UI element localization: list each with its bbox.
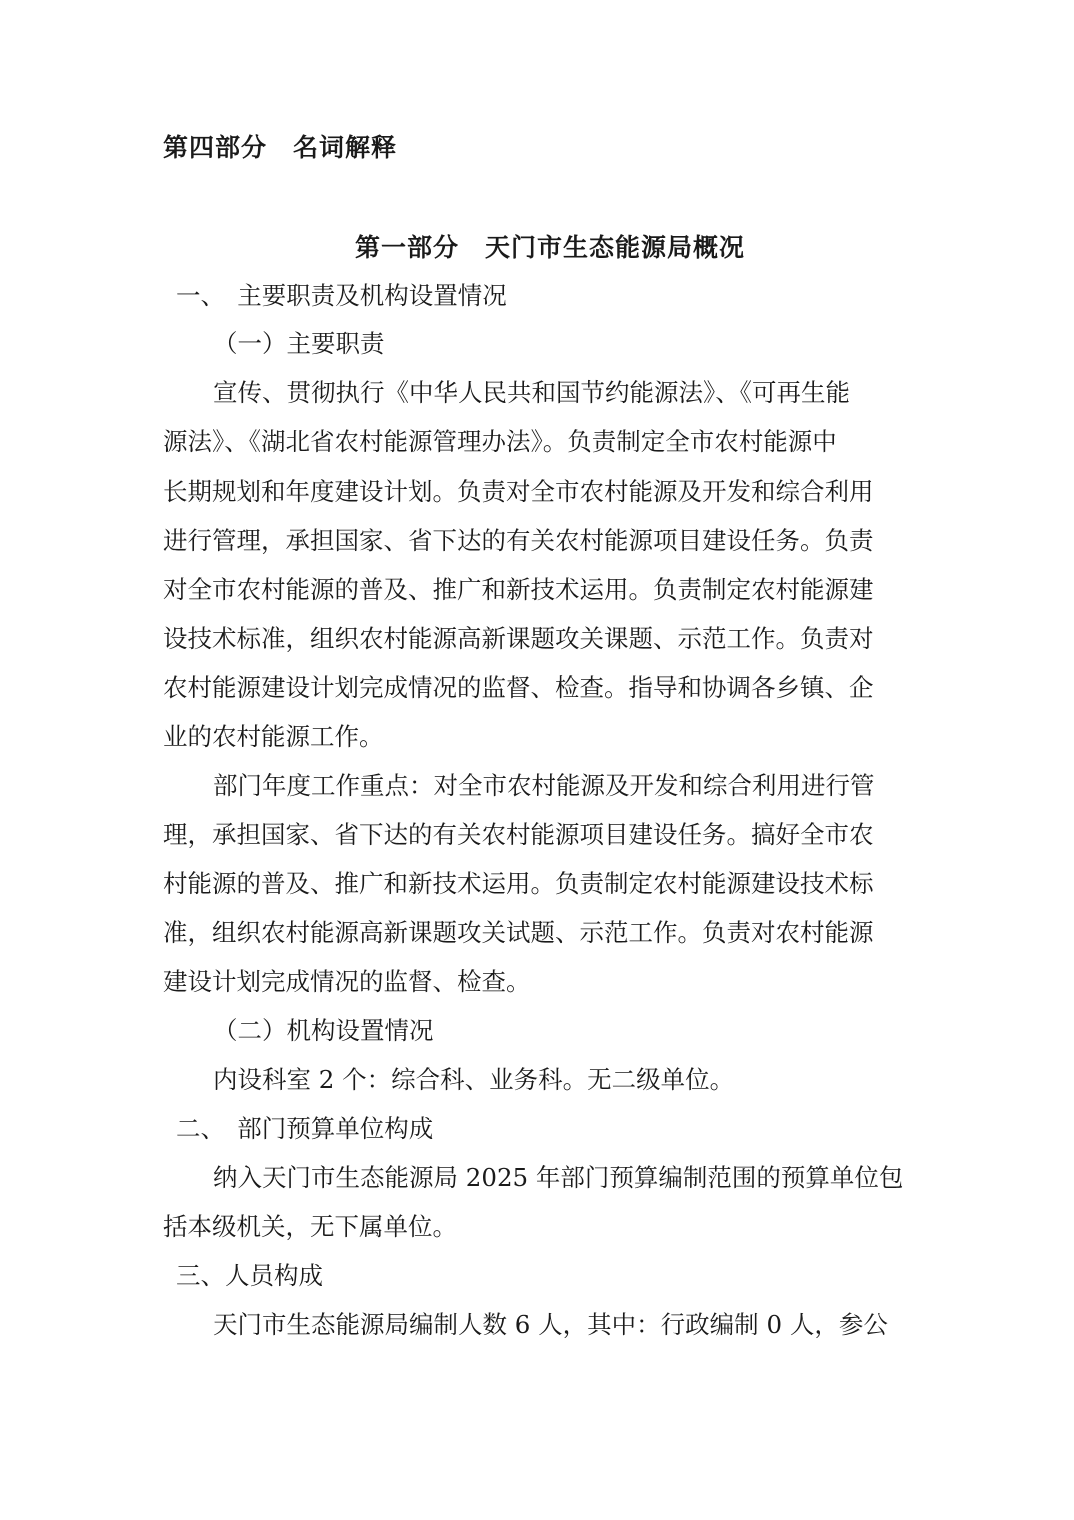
duties-line: 宣传、贯彻执行《中华人民共和国节约能源法》、《可再生能 (213, 378, 850, 407)
budget-line: 纳入天门市生态能源局 2025 年部门预算编制范围的预算单位包 (213, 1163, 904, 1192)
organization-line: 内设科室 2 个：综合科、业务科。无二级单位。 (213, 1065, 735, 1094)
subheading-organization: （二）机构设置情况 (213, 1016, 434, 1045)
toc-item: 第四部分 名词解释 (163, 133, 398, 162)
focus-line: 准，组织农村能源高新课题攻关试题、示范工作。负责对农村能源 (163, 918, 874, 947)
heading-budget-units: 二、 部门预算单位构成 (176, 1114, 434, 1143)
heading-duties-and-organization: 一、 主要职责及机构设置情况 (176, 281, 507, 310)
focus-line: 建设计划完成情况的监督、检查。 (163, 967, 531, 996)
duties-line: 业的农村能源工作。 (163, 722, 384, 751)
duties-line: 长期规划和年度建设计划。负责对全市农村能源及开发和综合利用 (163, 477, 874, 506)
focus-line: 部门年度工作重点：对全市农村能源及开发和综合利用进行管 (213, 771, 875, 800)
duties-line: 进行管理，承担国家、省下达的有关农村能源项目建设任务。负责 (163, 526, 874, 555)
subheading-main-duties: （一）主要职责 (213, 329, 385, 358)
heading-staff: 三、人员构成 (176, 1261, 323, 1290)
budget-line: 括本级机关，无下属单位。 (163, 1212, 457, 1241)
duties-line: 源法》、《湖北省农村能源管理办法》。负责制定全市农村能源中 (163, 427, 837, 456)
duties-line: 设技术标准，组织农村能源高新课题攻关课题、示范工作。负责对 (163, 624, 874, 653)
staff-line: 天门市生态能源局编制人数 6 人，其中：行政编制 0 人，参公 (213, 1310, 888, 1339)
focus-line: 理，承担国家、省下达的有关农村能源项目建设任务。搞好全市农 (163, 820, 874, 849)
duties-line: 农村能源建设计划完成情况的监督、检查。指导和协调各乡镇、企 (163, 673, 874, 702)
section-title: 第一部分 天门市生态能源局概况 (355, 233, 746, 262)
focus-line: 村能源的普及、推广和新技术运用。负责制定农村能源建设技术标 (163, 869, 874, 898)
duties-line: 对全市农村能源的普及、推广和新技术运用。负责制定农村能源建 (163, 575, 874, 604)
